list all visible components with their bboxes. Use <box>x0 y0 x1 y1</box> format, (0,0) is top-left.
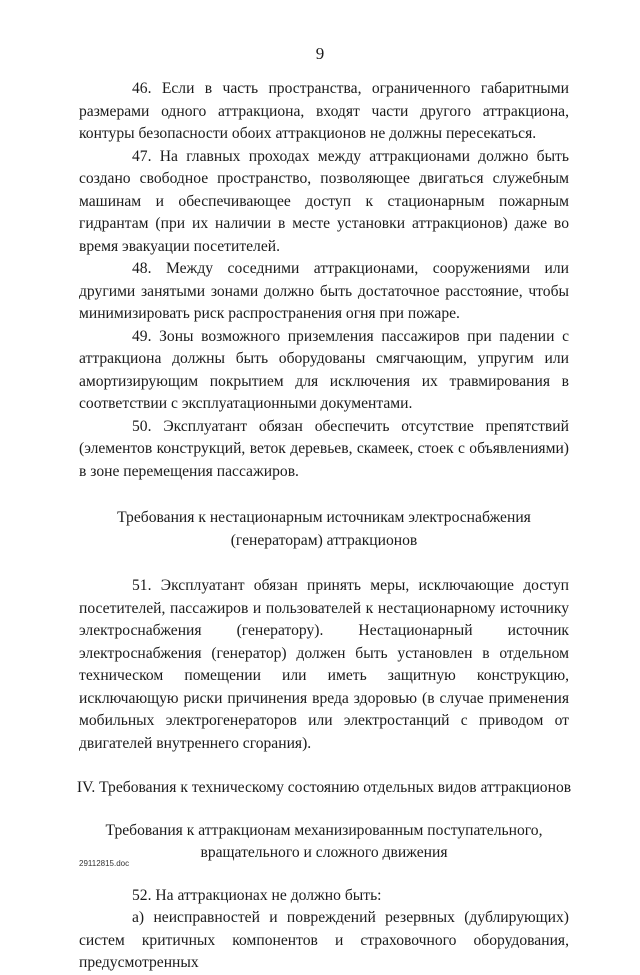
heading-generators: Требования к нестационарным источникам электроснабжения (генераторам) аттракционов <box>117 509 531 549</box>
paragraph-50: 50. Эксплуатант обязан обеспечить отсутствие препятствий (элементов конструкций, веток деревьев, скамеек, стоек с объявлениями) в зоне перемещения пассажиров. <box>79 417 569 480</box>
heading-mechanized: Требования к аттракционам механизированным поступательного, вращательного и сложного движения <box>105 821 543 861</box>
document-body <box>76 78 572 975</box>
page-number: 9 <box>315 44 325 63</box>
paragraph-48: 48. Между соседними аттракционами, сооружениями или другими занятыми зонами должно быть достаточное расстояние, чтобы минимизировать риск распространения огня при пожаре. <box>79 260 569 322</box>
paragraph-46: 46. Если в часть пространства, ограниченного габаритными размерами одного аттракциона, входят части другого аттракциона, контуры безопасности обоих аттракционов не должны пересекаться. <box>79 80 569 142</box>
section-heading-iv: IV. Требования к техническому состоянию отдельных видов аттракционов <box>76 779 572 796</box>
paragraph-52a: а) неисправностей и повреждений резервных (дублирующих) систем критичных компонентов и страховочного оборудования, предусмотренных <box>79 909 569 971</box>
paragraph-49: 49. Зоны возможного приземления пассажиров при падении с аттракциона должны быть оборудованы смягчающим, упругим или амортизирующим покрытием для исключения их травмирования в соответствии с эксплуатационными документами. <box>79 327 569 412</box>
footer-file-code: 29112815.doc <box>79 859 130 868</box>
paragraph-52: 52. На аттракционах не должно быть: <box>132 886 382 904</box>
paragraph-51: 51. Эксплуатант обязан принять меры, исключающие доступ посетителей, пассажиров и пользователей к нестационарному источнику электроснабжения (генератору). Нестационарный источник электроснабжения (генератор) должен быть установлен в отдельном техническом помещении или иметь защитную конструкцию, исключающую риски причинения вреда здоровью (в случае применения мобильных электрогенераторов или электростанций с приводом от двигателей внутреннего сгорания). <box>79 577 569 752</box>
paragraph-47: 47. На главных проходах между аттракционами должно быть создано свободное пространство, позволяющее двигаться служебным машинам и обеспечивающее доступ к стационарным пожарным гидрантам (при их наличии в месте установки аттракционов) даже во время эвакуации посетителей. <box>79 147 569 255</box>
